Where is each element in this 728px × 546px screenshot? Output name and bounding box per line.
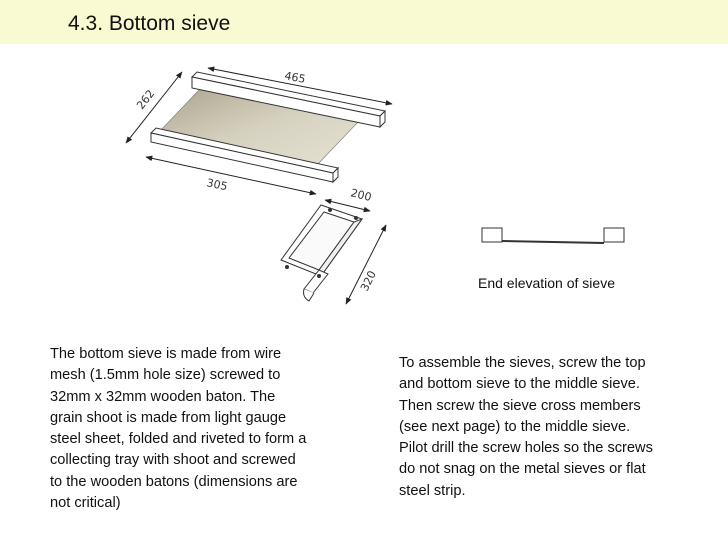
end-elevation-drawing: [482, 228, 624, 243]
dim-label-305: 305: [205, 176, 229, 194]
collecting-tray: [281, 205, 362, 301]
instruction-line: and bottom sieve to the middle sieve.: [399, 376, 640, 393]
description-line: grain shoot is made from light gauge: [50, 409, 287, 426]
description-line: steel sheet, folded and riveted to form a: [50, 431, 307, 448]
instruction-line: steel strip.: [399, 482, 466, 499]
dim-label-465: 465: [283, 69, 307, 86]
dim-label-262: 262: [134, 87, 158, 112]
description-line: The bottom sieve is made from wire: [50, 346, 282, 362]
dim-label-320: 320: [358, 268, 379, 294]
description-line: not critical): [50, 495, 121, 512]
dim-label-200: 200: [349, 186, 373, 204]
elevation-caption: End elevation of sieve: [478, 275, 615, 291]
instruction-line: do not snag on the metal sieves or flat: [399, 461, 646, 478]
assembly-instructions: [399, 353, 699, 502]
description-line: collecting tray with shoot and screwed: [50, 452, 296, 469]
description-line: mesh (1.5mm hole size) screwed to: [50, 367, 281, 384]
description-line: 32mm x 32mm wooden baton. The: [50, 388, 276, 405]
instruction-line: Then screw the sieve cross members: [399, 397, 641, 414]
bottom-sieve-description: [50, 344, 360, 514]
instruction-line: Pilot drill the screw holes so the screws: [399, 440, 653, 457]
description-line: to the wooden batons (dimensions are: [50, 473, 298, 490]
instruction-line: To assemble the sieves, screw the top: [399, 355, 646, 371]
instruction-line: (see next page) to the middle sieve.: [399, 418, 631, 435]
slide-title: 4.3. Bottom sieve: [68, 12, 231, 35]
